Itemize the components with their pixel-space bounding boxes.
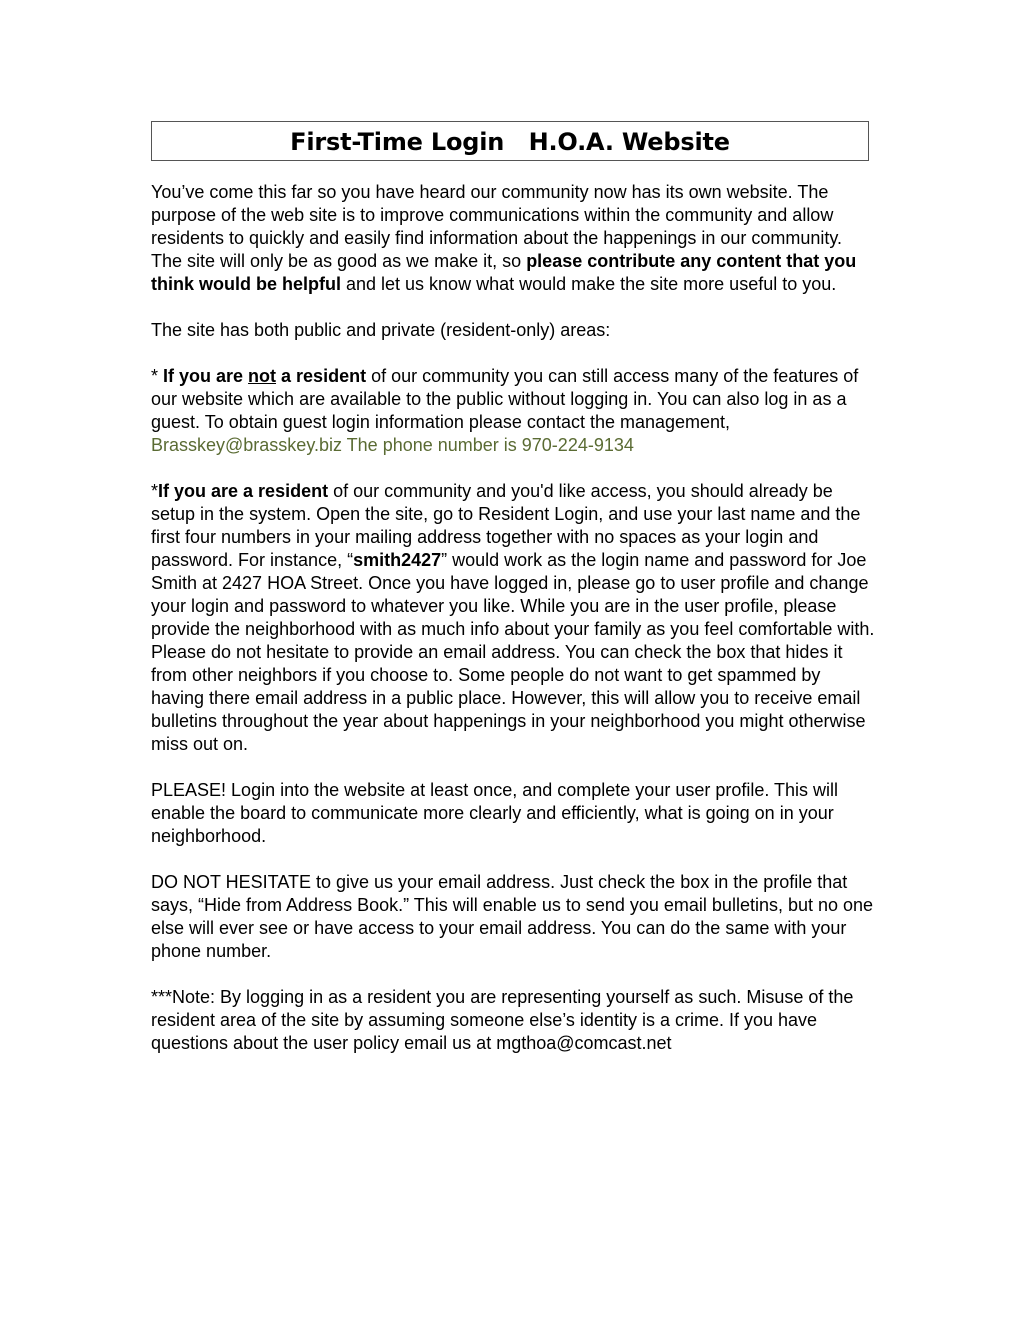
nonresident-not: not (248, 366, 277, 386)
intro-bold: please contribute any content that you think would be helpful (151, 251, 857, 294)
resident-text-2: ” would work as the login name and password for Joe Smith at 2427 HOA Street. Once you have logged in, please go to user profile and change your login and password to whatever you like. While you are in the user profile, please provide the neighborhood with as much info about your family as you feel comfortable with. Please do not hesitate to provide an email address. You can check the box that hides it from other neighbors if you choose to. Some people do not want to get spammed by having there email address in a public place. However, this will allow you to receive email bulletins throughout the year about happenings in your neighborhood you might otherwise miss out on. (151, 550, 875, 754)
resident-bold: If you are a resident (158, 481, 329, 501)
resident-paragraph (151, 480, 876, 756)
nonresident-bold-2: a resident (276, 366, 367, 386)
management-contact: Brasskey@brasskey.biz The phone number is 970-224-9134 (151, 435, 634, 455)
do-not-hesitate-paragraph: DO NOT HESITATE to give us your email address. Just check the box in the profile that says, “Hide from Address Book.” This will enable us to send you email bulletins, but no one else will ever see or have access to your email address. You can do the same with your phone number. (151, 872, 874, 961)
resident-star: * (151, 481, 159, 501)
page-title: First-Time Login H.O.A. Website (290, 128, 730, 156)
login-example: smith2427 (353, 550, 442, 570)
document-body (151, 181, 876, 1078)
resident-text-1: of our community and you'd like access, you should already be setup in the system. Open the site, go to Resident Login, and use your last name and the first four numbers in your mailing address together with no spaces as your login and password. For instance, “ (151, 481, 861, 570)
nonresident-paragraph (151, 365, 876, 457)
intro-text-1: You’ve come this far so you have heard our community now has its own website. The purpose of the web site is to improve communications within the community and allow residents to quickly and easily find information about the happenings in our community. The site will only be as good as we make it, so (151, 182, 843, 271)
nonresident-star: * (151, 366, 164, 386)
areas-paragraph: The site has both public and private (resident-only) areas: (151, 320, 611, 340)
title-box (151, 121, 869, 161)
please-paragraph: PLEASE! Login into the website at least once, and complete your user profile. This will enable the board to communicate more clearly and efficiently, what is going on in your neighborhood. (151, 780, 839, 846)
note-paragraph: ***Note: By logging in as a resident you are representing yourself as such. Misuse of the resident area of the site by assuming someone else’s identity is a crime. If you have questions about the user policy email us at mgthoa@comcast.net (151, 987, 854, 1053)
intro-paragraph (151, 181, 876, 296)
nonresident-bold-1: If you are (163, 366, 249, 386)
intro-text-2: and let us know what would make the site more useful to you. (340, 274, 837, 294)
nonresident-text: of our community you can still access many of the features of our website which are available to the public without logging in. You can also log in as a guest. To obtain guest login information please contact the management, (151, 366, 859, 432)
